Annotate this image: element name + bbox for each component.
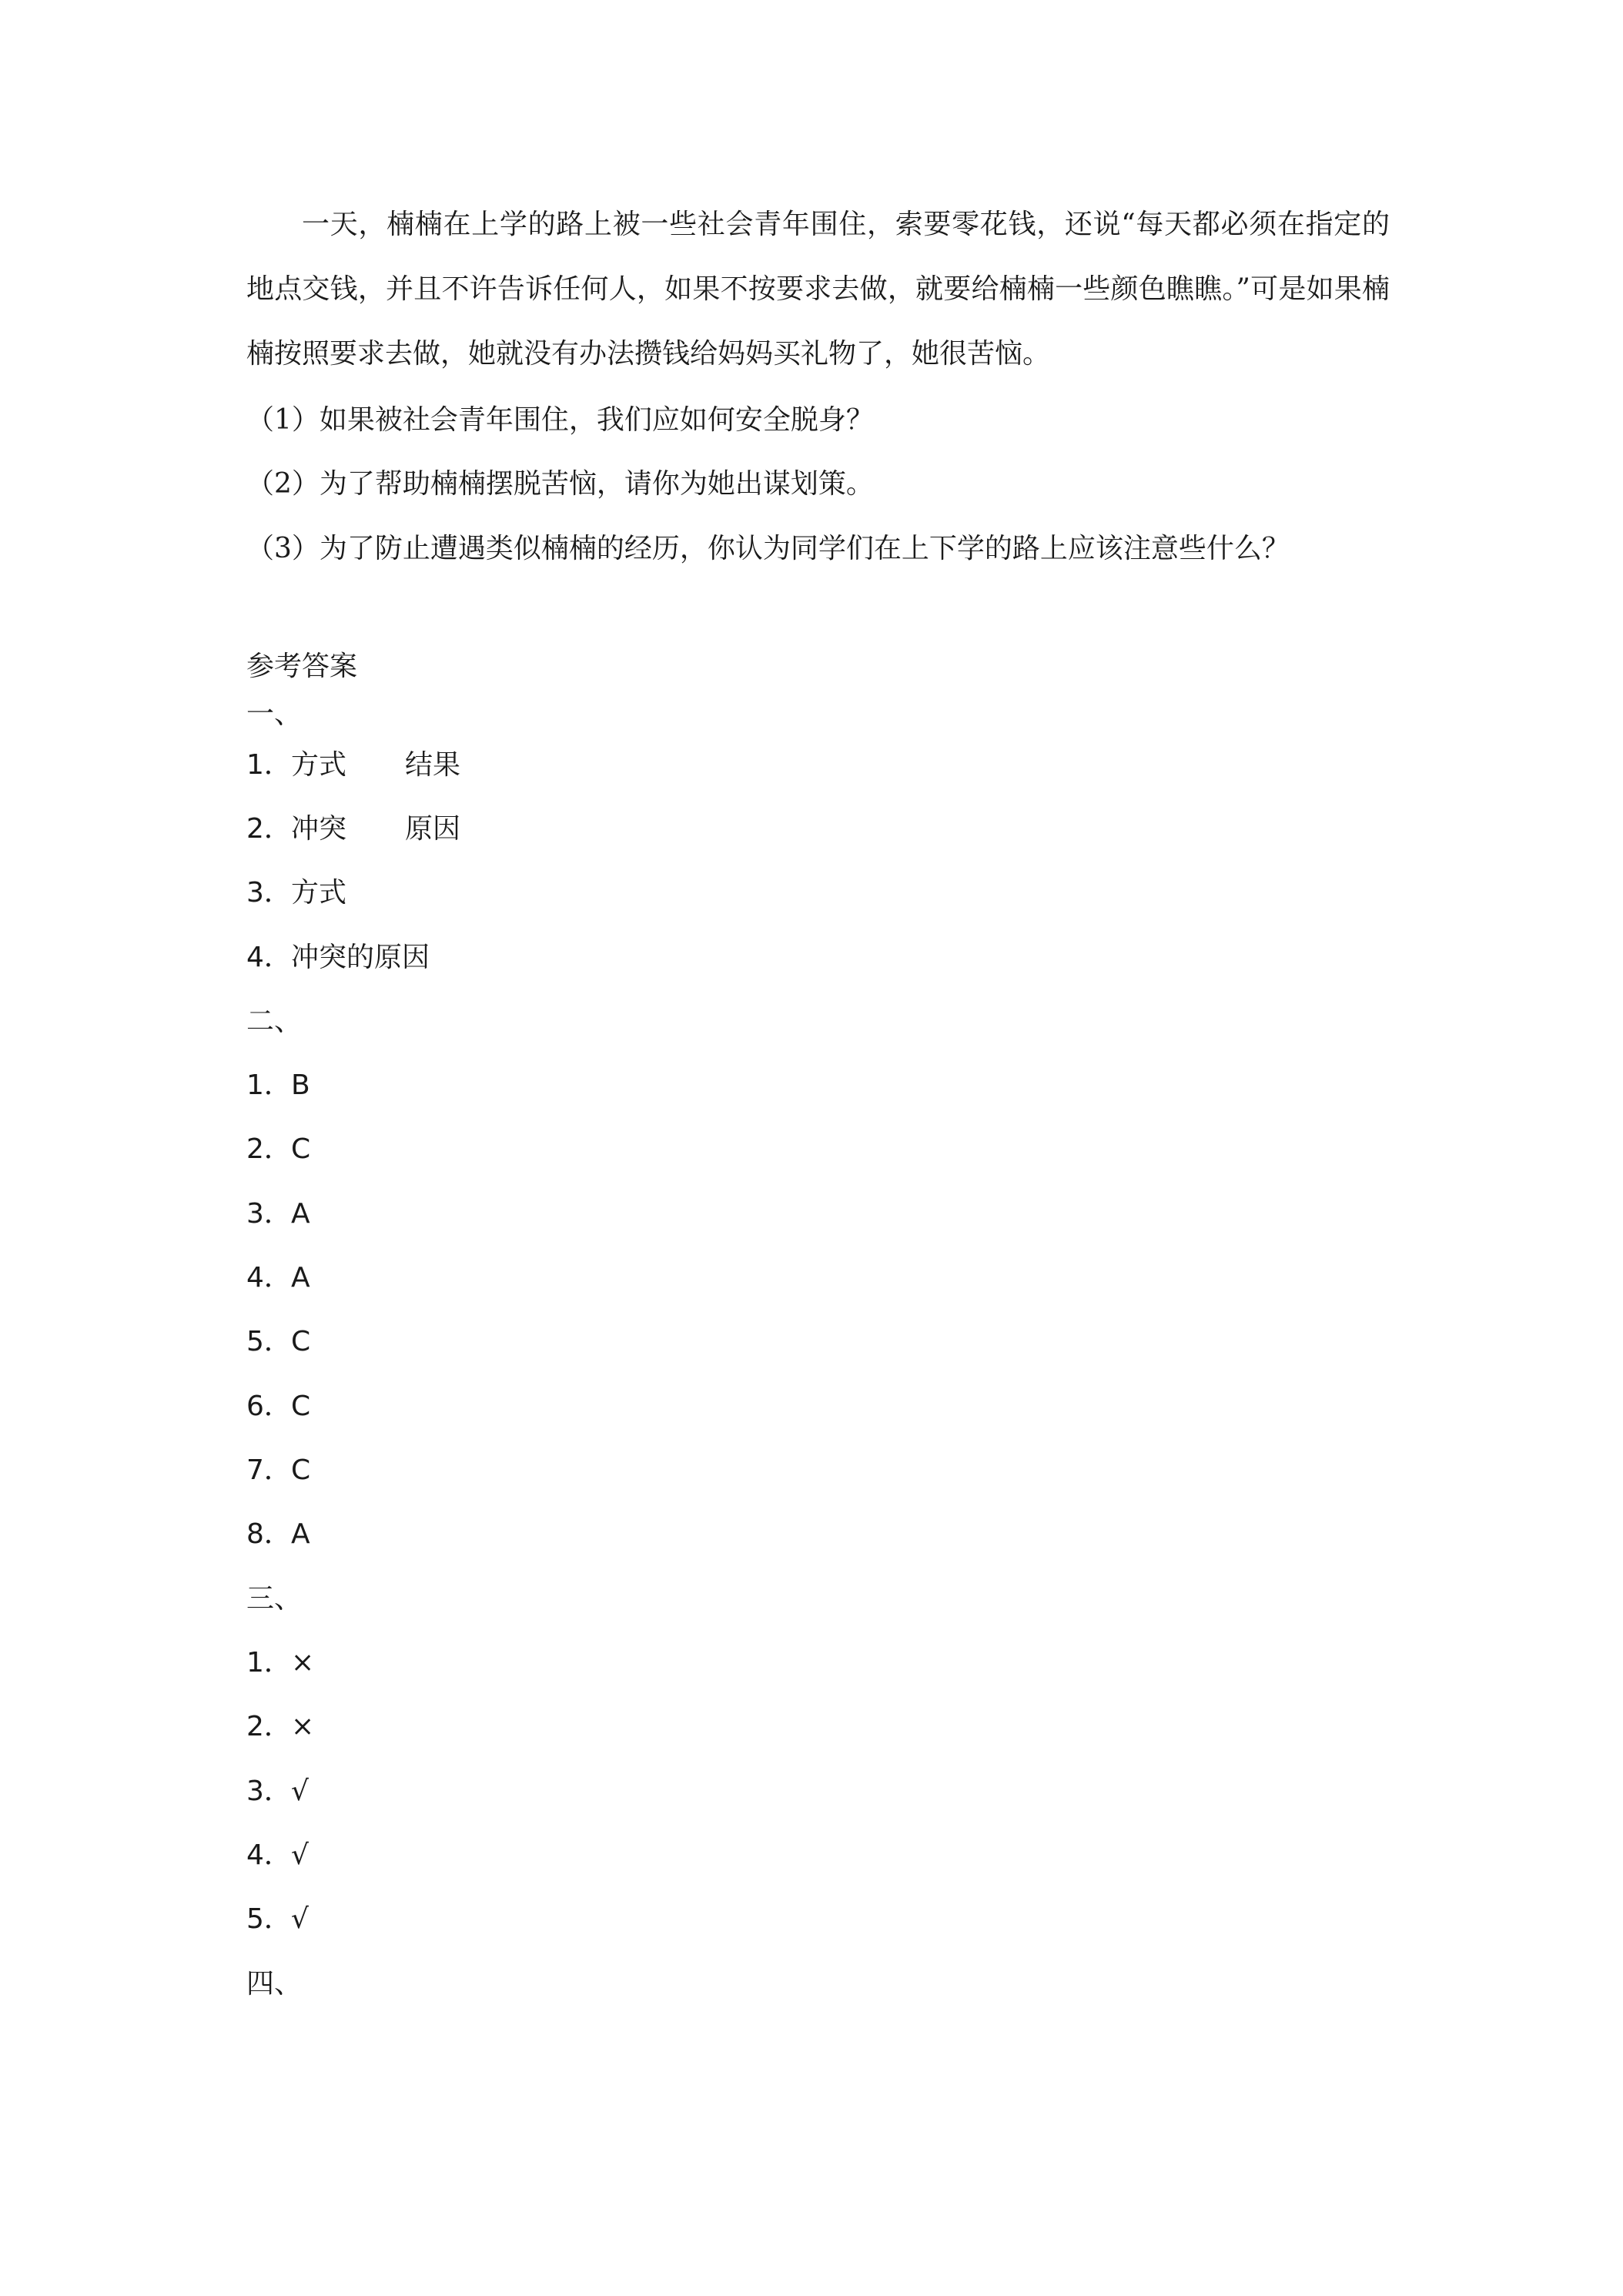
answer-number: 4． <box>246 942 292 973</box>
answer-item <box>246 1070 310 1101</box>
answer-number: 1． <box>246 1069 292 1101</box>
answer-value: A <box>291 1262 310 1294</box>
answer-value: B <box>291 1069 310 1101</box>
answer-value: × <box>291 1711 315 1742</box>
answer-number: 3． <box>246 1198 292 1230</box>
section-1-heading: 一、 <box>246 698 303 730</box>
answer-number: 2． <box>246 1133 292 1165</box>
answer-item <box>246 1519 310 1550</box>
answer-number: 8． <box>246 1518 292 1550</box>
section-2-heading: 二、 <box>246 1006 303 1037</box>
answer-item <box>246 942 430 973</box>
answer-number: 3． <box>246 1776 292 1807</box>
answer-value: 冲突 <box>291 813 347 845</box>
answer-value: A <box>291 1198 310 1230</box>
section-3-heading: 三、 <box>246 1583 303 1615</box>
answer-value: √ <box>291 1839 309 1871</box>
answer-item <box>246 1199 310 1230</box>
answer-number: 2． <box>246 813 292 845</box>
question-3: （3）为了防止遭遇类似楠楠的经历，你认为同学们在上下学的路上应该注意些什么？ <box>246 533 1290 564</box>
answer-item <box>246 1455 310 1486</box>
answer-number: 4． <box>246 1839 292 1871</box>
answer-value: × <box>291 1647 315 1678</box>
answer-item <box>246 1327 310 1357</box>
question-1: （1）如果被社会青年围住，我们应如何安全脱身？ <box>246 404 874 436</box>
answer-value: 冲突的原因 <box>291 942 430 973</box>
answer-value: √ <box>291 1776 309 1807</box>
answer-item <box>246 1134 310 1165</box>
answer-number: 1． <box>246 749 292 781</box>
answer-item <box>246 878 346 909</box>
answer-value: 结果 <box>405 749 461 781</box>
answer-item <box>246 1712 314 1742</box>
answers-title: 参考答案 <box>246 651 358 682</box>
answer-number: 3． <box>246 877 292 909</box>
answer-value: C <box>291 1391 311 1422</box>
answer-item <box>246 1904 309 1935</box>
answer-value: 方式 <box>291 749 347 781</box>
answer-number: 6． <box>246 1391 292 1422</box>
answer-value: C <box>291 1454 311 1486</box>
answer-value: C <box>291 1133 311 1165</box>
question-2: （2）为了帮助楠楠摆脱苦恼，请你为她出谋划策。 <box>246 468 874 500</box>
answer-value: A <box>291 1518 310 1550</box>
answer-number: 2． <box>246 1711 292 1742</box>
answer-number: 1． <box>246 1647 292 1678</box>
answer-item <box>246 814 460 845</box>
answer-item <box>246 1648 314 1678</box>
answer-item <box>246 1263 310 1294</box>
answer-item <box>246 1840 309 1871</box>
answer-value: √ <box>291 1903 309 1935</box>
answer-number: 4． <box>246 1262 292 1294</box>
passage-paragraph: 一天，楠楠在上学的路上被一些社会青年围住，索要零花钱，还说“每天都必须在指定的地点交钱，并且不许告诉任何人，如果不按要求去做，就要给楠楠一些颜色瞧瞧。”可是如果楠楠按照要求去做，她就没有办法攒钱给妈妈买礼物了，她很苦恼。 <box>246 209 1390 370</box>
answer-value: C <box>291 1326 311 1357</box>
answer-number: 5． <box>246 1326 292 1357</box>
answer-item <box>246 750 460 781</box>
section-4-heading: 四、 <box>246 1968 303 2000</box>
answer-value: 方式 <box>291 877 347 909</box>
answer-number: 5． <box>246 1903 292 1935</box>
answer-value: 原因 <box>405 813 461 845</box>
answer-item <box>246 1391 310 1422</box>
answer-item <box>246 1776 309 1807</box>
answer-number: 7． <box>246 1454 292 1486</box>
